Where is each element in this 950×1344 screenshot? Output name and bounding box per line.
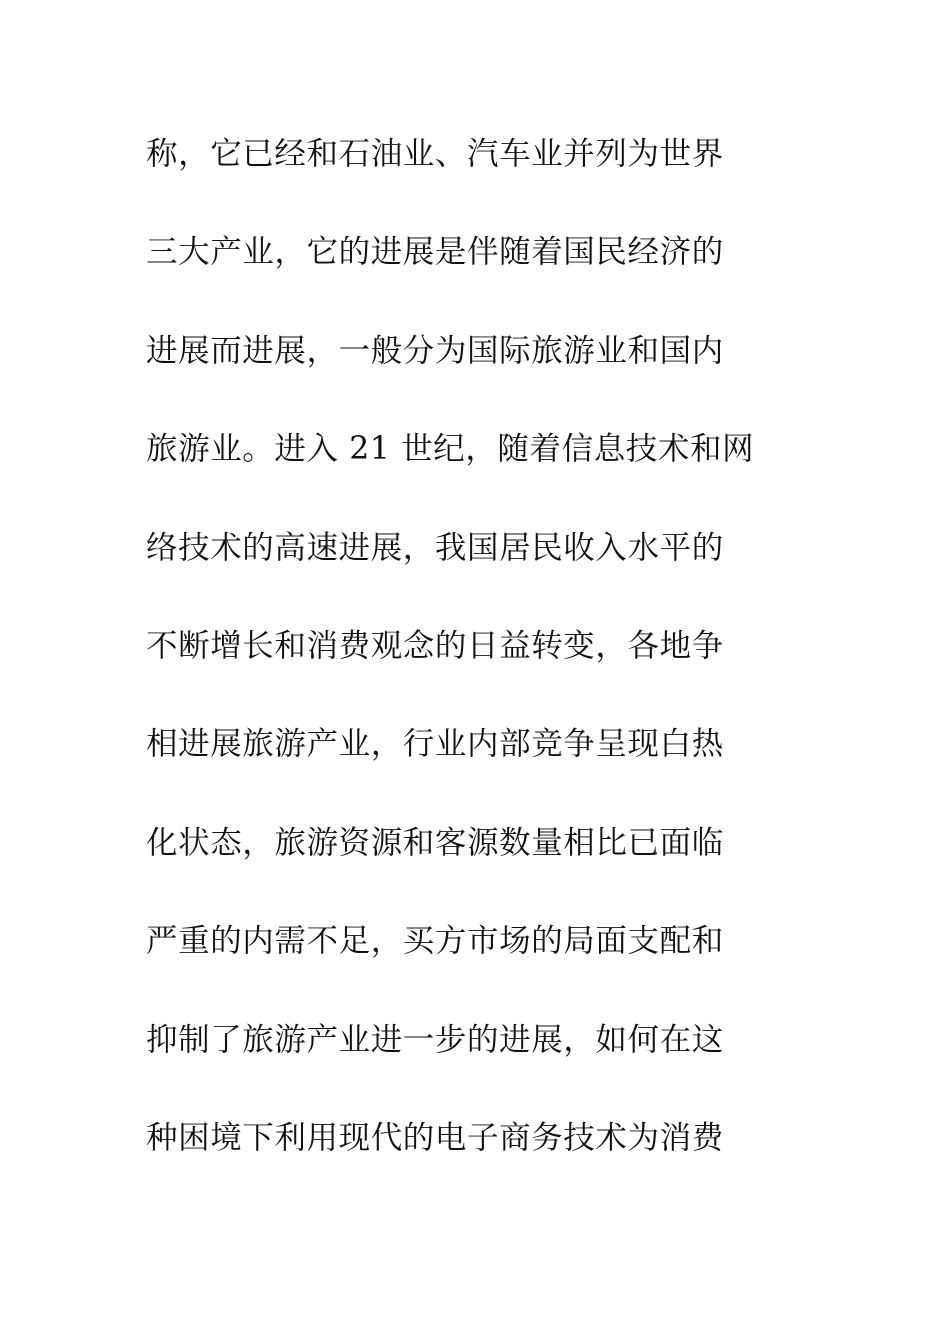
text-line: 络技术的高速进展，我国居民收入水平的 <box>146 529 724 566</box>
text-line: 称，它已经和石油业、汽车业并列为世界 <box>146 136 724 172</box>
text-line: 不断增长和消费观念的日益转变，各地争 <box>146 627 724 664</box>
text-line: 化状态，旅游资源和客源数量相比已面临 <box>146 824 724 861</box>
body-paragraph <box>146 128 806 1210</box>
text-line: 严重的内需不足，买方市场的局面支配和 <box>146 923 724 960</box>
text-line: 三大产业，它的进展是伴随着国民经济的 <box>146 234 724 271</box>
text-line: 旅游业。进入 21 世纪，随着信息技术和网 <box>146 431 755 468</box>
text-line: 相进展旅游产业，行业内部竞争呈现白热 <box>146 726 724 763</box>
text-line: 种困境下利用现代的电子商务技术为消费 <box>146 1119 724 1156</box>
text-line: 抑制了旅游产业进一步的进展，如何在这 <box>146 1021 724 1058</box>
text-line: 进展而进展，一般分为国际旅游业和国内 <box>146 332 724 369</box>
